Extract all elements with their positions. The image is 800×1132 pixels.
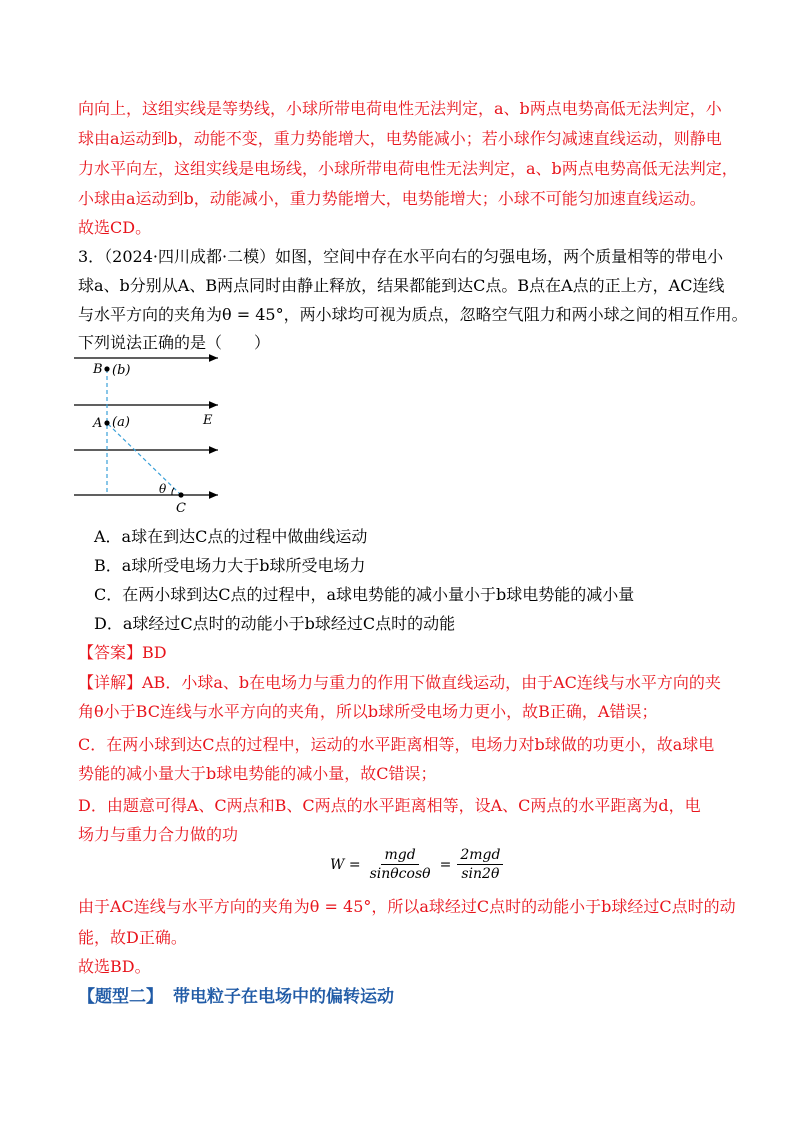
explanation-after-line-2: 能，故D正确。 (78, 928, 187, 947)
answer: 【答案】BD (78, 643, 167, 662)
theta-arc (172, 488, 174, 495)
explanation-after-line-1: 由于AC连线与水平方向的夹角为θ = 45°，所以a球经过C点时的动能小于b球经过C点时的动 (78, 897, 736, 916)
point-b (104, 366, 109, 371)
fraction-2-denominator: sin2θ (461, 866, 500, 882)
formula-lhs: W = (330, 856, 361, 873)
option-c: C．在两小球到达C点的过程中，a球电势能的减小量小于b球电势能的减小量 (94, 585, 635, 604)
prev-solution-line-3: 力水平向左，这组实线是电场线，小球所带电荷电性无法判定，a、b两点电势高低无法判定， (78, 159, 738, 178)
formula-fraction-1 (367, 846, 434, 883)
section-heading-title: 带电粒子在电场中的偏转运动 (173, 987, 394, 1007)
label-a: (a) (112, 415, 130, 430)
option-b: B．a球所受电场力大于b球所受电场力 (94, 556, 366, 575)
prev-solution-line-2: 球由a运动到b，动能不变，重力势能增大，电势能减小；若小球作匀减速直线运动，则静电 (78, 129, 722, 148)
question-line-3: 与水平方向的夹角为θ = 45°，两小球均可视为质点，忽略空气阻力和两小球之间的相互作用。 (78, 305, 748, 324)
label-theta: θ (159, 482, 167, 496)
explanation-line-6: 场力与重力合力做的功 (78, 825, 239, 844)
label-E: E (203, 413, 213, 428)
fraction-1-numerator: mgd (381, 846, 418, 865)
section-heading-tag: 【题型二】 (78, 987, 163, 1007)
option-d: D．a球经过C点时的动能小于b球经过C点时的动能 (94, 614, 456, 633)
label-C: C (176, 501, 186, 516)
fraction-1-denominator: sinθcosθ (369, 866, 431, 882)
explanation-line-5: D．由题意可得A、C两点和B、C两点的水平距离相等，设A、C两点的水平距离为d，电 (78, 796, 701, 815)
explanation-line-2: 角θ小于BC连线与水平方向的夹角，所以b球所受电场力更小，故B正确，A错误； (78, 702, 658, 721)
explanation-line-1: 【详解】AB．小球a、b在电场力与重力的作用下做直线运动，由于AC连线与水平方向的夹 (78, 673, 721, 692)
explanation-line-3: C．在两小球到达C点的过程中，运动的水平距离相等，电场力对b球做的功更小，故a球电 (78, 735, 715, 754)
prev-solution-line-4: 小球由a运动到b，动能减小，重力势能增大，电势能增大；小球不可能匀加速直线运动。 (78, 189, 706, 208)
question-line-2: 球a、b分别从A、B两点同时由静止释放，结果都能到达C点。B点在A点的正上方，AC连线 (78, 276, 725, 295)
prev-solution-line-1: 向向上，这组实线是等势线，小球所带电荷电性无法判定，a、b两点电势高低无法判定，小 (78, 99, 722, 118)
formula-fraction-2 (457, 846, 503, 883)
option-a: A．a球在到达C点的过程中做曲线运动 (94, 527, 368, 546)
fraction-2-numerator: 2mgd (457, 846, 503, 865)
label-b: (b) (112, 363, 131, 378)
explanation-line-4: 势能的减小量大于b球电势能的减小量，故C错误； (78, 764, 437, 783)
label-A: A (93, 416, 103, 431)
point-a (104, 420, 109, 425)
question-line-4: 下列说法正确的是（ ） (78, 333, 271, 352)
section-heading (78, 982, 394, 1007)
explanation-choice: 故选BD。 (78, 957, 151, 976)
work-formula (330, 846, 503, 883)
label-B: B (93, 362, 103, 377)
prev-solution-choice: 故选CD。 (78, 218, 152, 237)
formula-equals: = (439, 856, 452, 873)
electric-field-figure (70, 352, 230, 522)
ac-dashed-line (108, 424, 180, 494)
question-line-1: 3．（2024·四川成都·二模）如图，空间中存在水平向右的匀强电场，两个质量相等的带电小 (78, 247, 724, 266)
point-c (178, 492, 183, 497)
